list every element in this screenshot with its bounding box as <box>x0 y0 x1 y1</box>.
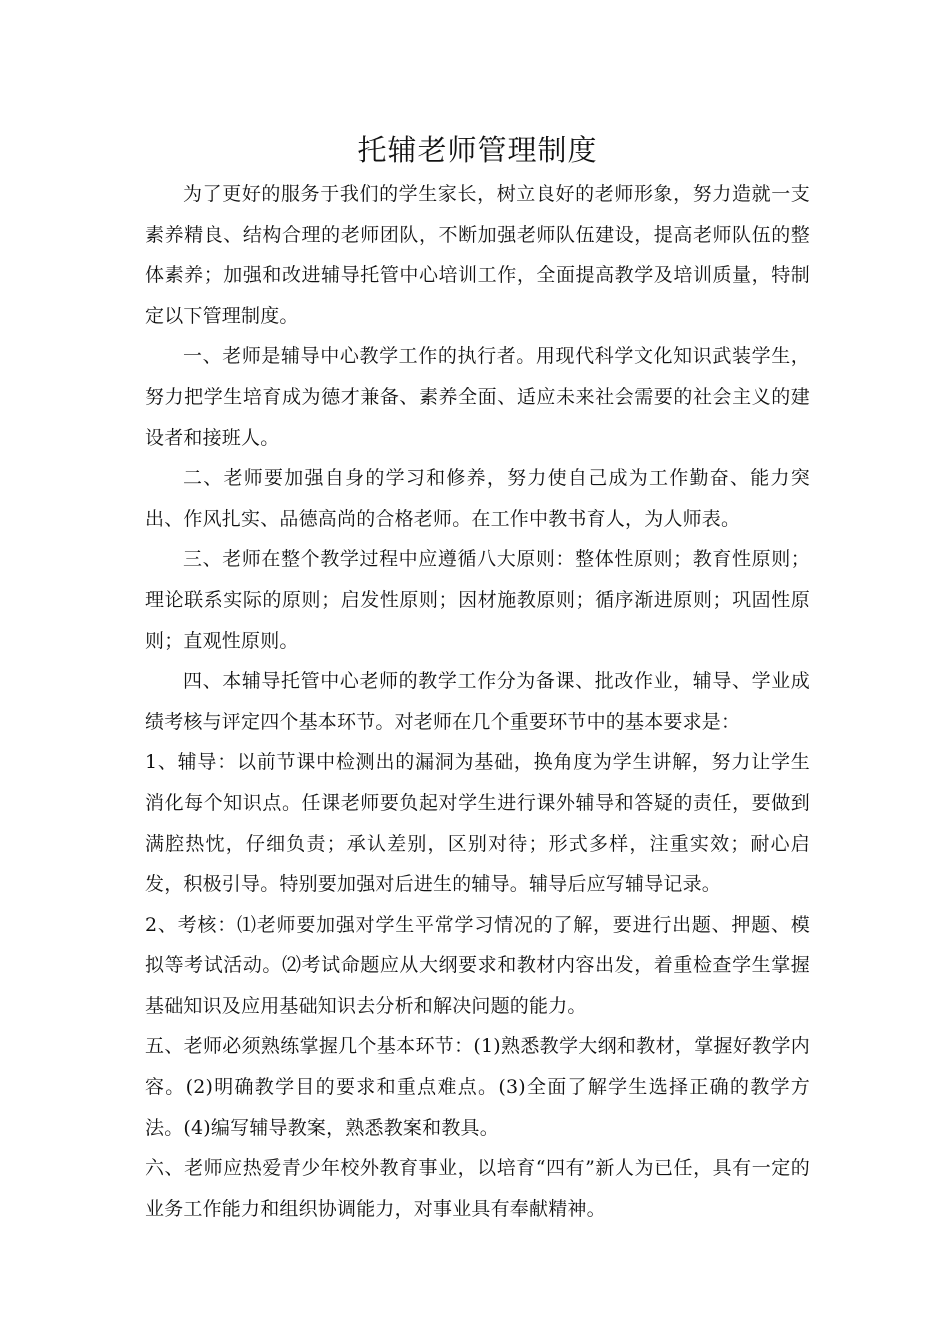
rule-two-paragraph: 二、老师要加强自身的学习和修养，努力使自己成为工作勤奋、能力突出、作风扎实、品德高尚的合格老师。在工作中教书育人，为人师表。 <box>145 467 810 530</box>
rule-six-paragraph: 六、老师应热爱青少年校外教育事业，以培育“四有”新人为已任，具有一定的业务工作能力和组织协调能力，对事业具有奉献精神。 <box>145 1157 810 1220</box>
document-body <box>145 128 810 1229</box>
rule-three-paragraph: 三、老师在整个教学过程中应遵循八大原则：整体性原则；教育性原则；理论联系实际的原则；启发性原则；因材施教原则；循序渐进原则；巩固性原则；直观性原则。 <box>145 548 810 652</box>
assessment-requirement-paragraph: 2、考核：⑴老师要加强对学生平常学习情况的了解，要进行出题、押题、模拟等考试活动。⑵考试命题应从大纲要求和教材内容出发，着重检查学生掌握基础知识及应用基础知识去分析和解决问题的能力。 <box>145 913 810 1017</box>
rule-one-paragraph: 一、老师是辅导中心教学工作的执行者。用现代科学文化知识武装学生，努力把学生培育成为德才兼备、素养全面、适应未来社会需要的社会主义的建设者和接班人。 <box>145 345 810 449</box>
tutoring-requirement-paragraph: 1、辅导：以前节课中检测出的漏洞为基础，换角度为学生讲解，努力让学生消化每个知识点。任课老师要负起对学生进行课外辅导和答疑的责任，要做到满腔热忱，仔细负责；承认差别，区别对待；形式多样，注重实效；耐心启发，积极引导。特别要加强对后进生的辅导。辅导后应写辅导记录。 <box>145 751 810 896</box>
intro-paragraph: 为了更好的服务于我们的学生家长，树立良好的老师形象，努力造就一支素养精良、结构合理的老师团队，不断加强老师队伍建设，提高老师队伍的整体素养；加强和改进辅导托管中心培训工作，全面提高教学及培训质量，特制定以下管理制度。 <box>145 183 810 327</box>
rule-four-paragraph: 四、本辅导托管中心老师的教学工作分为备课、批改作业，辅导、学业成绩考核与评定四个基本环节。对老师在几个重要环节中的基本要求是： <box>145 670 810 733</box>
document-title: 托辅老师管理制度 <box>357 133 598 167</box>
rule-five-paragraph: 五、老师必须熟练掌握几个基本环节：(1)熟悉教学大纲和教材，掌握好教学内容。(2)明确教学目的要求和重点难点。(3)全面了解学生选择正确的教学方法。(4)编写辅导教案，熟悉教案和教具。 <box>145 1035 810 1139</box>
